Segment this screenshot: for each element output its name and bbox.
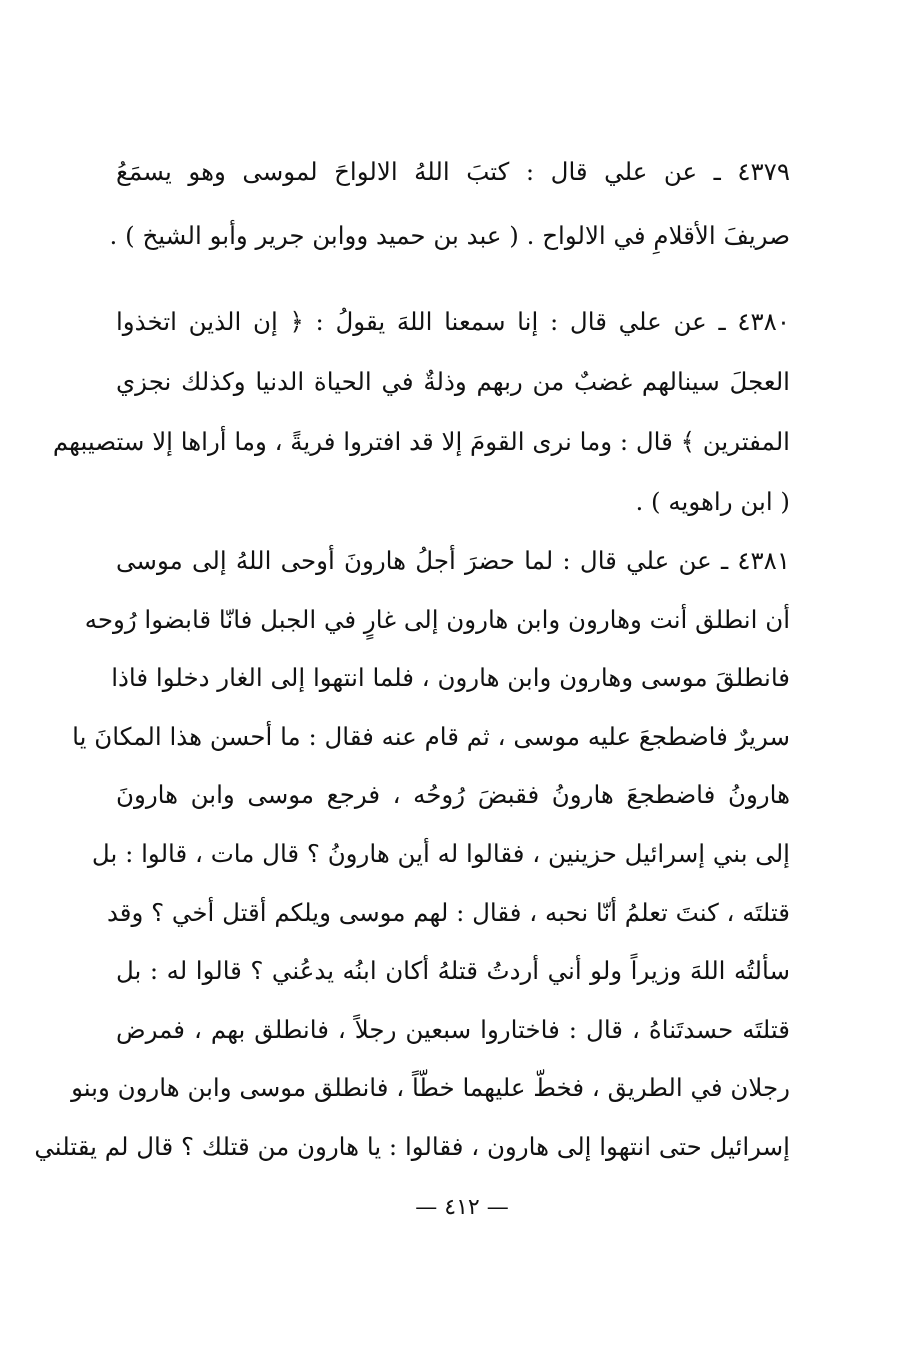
text-line: سألتُه اللهَ وزيراً ولو أني أردتُ قتلهُ أكان ابنُه يدعُني ؟ قالوا له : بل: [116, 956, 790, 986]
text-line: صريفَ الأقلامِ في الالواح . ( عبد بن حميد ووابن جرير وأبو الشيخ ) .: [109, 221, 790, 250]
paragraph-4381: [34, 532, 790, 1177]
paragraph-4379: [109, 140, 790, 268]
text-line: ٤٣٨١ ـ عن علي قال : لما حضرَ أجلُ هارونَ أوحى اللهُ إلى موسى: [116, 546, 790, 575]
text-line: ( ابن راهويه ) .: [635, 487, 790, 516]
text-line: هارونُ فاضطجعَ هارونُ فقبضَ رُوحُه ، فرجع موسى وابن هارونَ: [116, 780, 790, 810]
text-line: العجلَ سينالهم غضبٌ من ربهم وذلةٌ في الحياة الدنيا وكذلك نجزي: [116, 367, 790, 396]
text-line: سريرٌ فاضطجعَ عليه موسى ، ثم قام عنه فقال : ما أحسن هذا المكانَ يا: [72, 721, 790, 751]
text-line: رجلان في الطريق ، فخطّ عليهما خطّاً ، فانطلق موسى وابن هارون وبنو: [71, 1073, 790, 1103]
text-line: أن انطلق أنت وهارون وابن هارون إلى غارٍ في الجبل فانّا قابضوا رُوحه: [84, 604, 790, 634]
text-line: إسرائيل حتى انتهوا إلى هارون ، فقالوا : يا هارون من قتلك ؟ قال لم يقتلني: [34, 1131, 790, 1161]
text-block: [34, 140, 790, 1161]
text-line: قتلتَه ، كنتَ تعلمُ أنّا نحبه ، فقال : لهم موسى ويلكم أقتل أخي ؟ وقد: [106, 897, 790, 927]
text-line: إلى بني إسرائيل حزينين ، فقالوا له أين هارونُ ؟ قال مات ، قالوا : بل: [91, 838, 790, 868]
text-line: فانطلقَ موسى وهارون وابن هارون ، فلما انتهوا إلى الغار دخلوا فاذا: [111, 663, 790, 693]
text-line: ٤٣٧٩ ـ عن علي قال : كتبَ اللهُ الالواحَ لموسى وهو يسمَعُ: [116, 157, 790, 186]
text-line: قتلتَه حسدتَناهُ ، قال : فاختاروا سبعين رجلاً ، فانطلق بهم ، فمرض: [116, 1014, 790, 1044]
text-line: ٤٣٨٠ ـ عن علي قال : إنا سمعنا اللهَ يقولُ : ﴿ إن الذين اتخذوا: [116, 307, 790, 336]
page-number: — ٤١٢ —: [415, 1195, 509, 1220]
text-line: المفترين ﴾ قال : وما نرى القومَ إلا قد افتروا فريةً ، وما أراها إلا ستصيبهم: [52, 427, 790, 456]
paragraph-4380: [52, 292, 790, 532]
